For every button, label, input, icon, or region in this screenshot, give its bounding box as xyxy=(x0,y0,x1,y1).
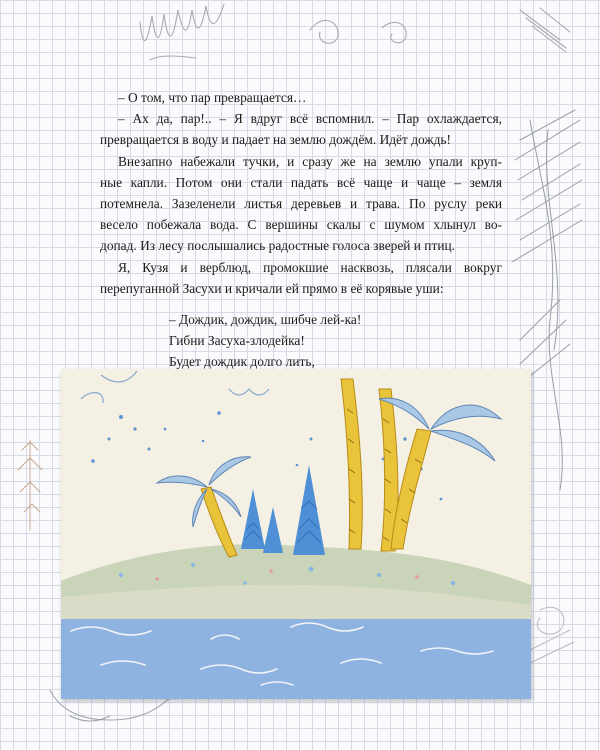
story-line: – Ах да, пар!.. – Я вдруг всё вспомнил. – Пар охлаждается, xyxy=(118,111,502,127)
story-line: перепуганной Засухи и кричали ей прямо в её корявые уши: xyxy=(100,280,444,296)
story-line: ные капли. Потом они стали падать всё чаще и чаще – земля xyxy=(100,174,502,190)
story-line: допад. Из лесу послышались радостные голоса зверей и птиц. xyxy=(100,238,455,254)
story-line: потемнела. Зазеленели листья деревьев и трава. По руслу реки xyxy=(100,196,502,212)
story-paragraph: – О том, что пар превращается… xyxy=(118,90,307,105)
story-line: превращается в воду и падает на землю дождём. Идёт дождь! xyxy=(100,132,451,148)
poem-line: Будет дождик долго лить, xyxy=(169,354,315,370)
story-line: весело побежала вода. С вершины скалы с шумом хлынул во- xyxy=(100,217,502,233)
poem-line: Гибни Засуха-злодейка! xyxy=(169,333,305,349)
story-line: Я, Кузя и верблюд, промокшие насквозь, плясали вокруг xyxy=(118,259,502,275)
island-illustration xyxy=(61,369,531,699)
story-text xyxy=(100,87,502,394)
poem-line: – Дождик, дождик, шибче лей-ка! xyxy=(169,312,362,328)
story-line: Внезапно набежали тучки, и сразу же на землю упали круп- xyxy=(118,153,502,169)
